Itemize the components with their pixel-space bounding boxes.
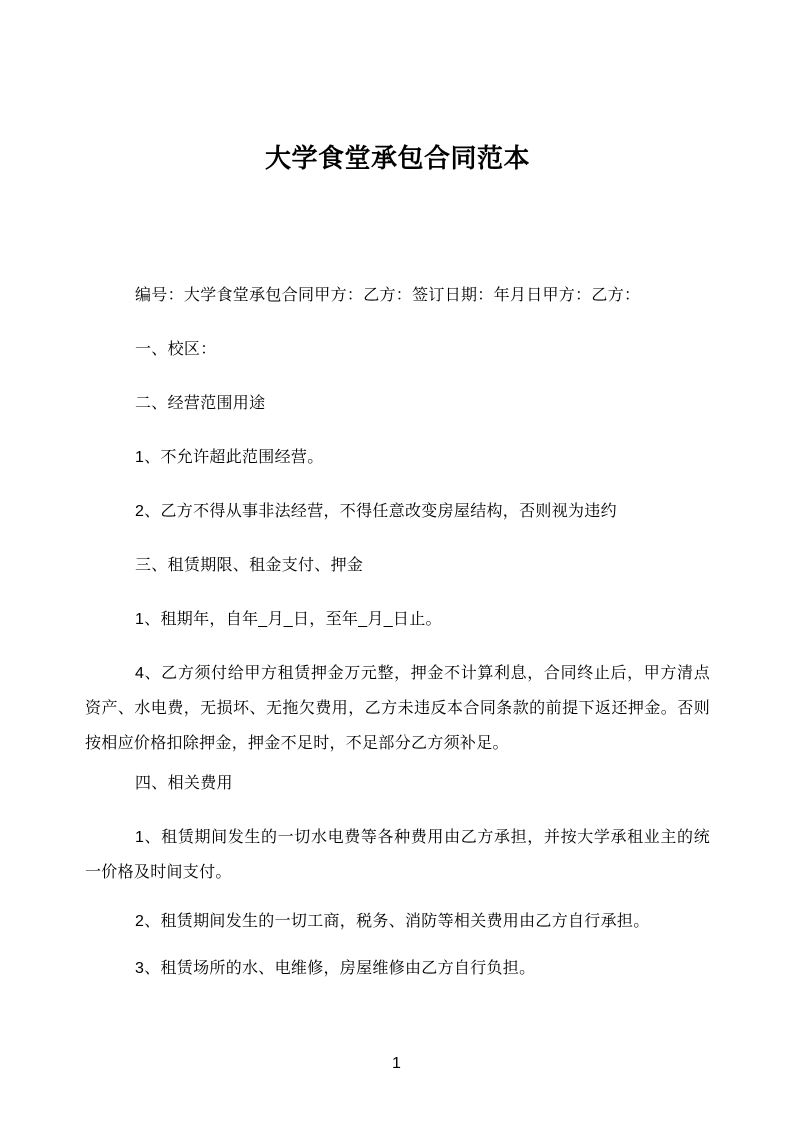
paragraph-header-fields: 编号：大学食堂承包合同甲方：乙方：签订日期：年月日甲方：乙方：: [135, 287, 641, 304]
page-number: 1: [392, 1055, 401, 1072]
paragraph-section-1-campus: 一、校区：: [135, 341, 217, 358]
document-body: [85, 278, 710, 986]
paragraph-section-4-item-3: 3、租赁场所的水、电维修，房屋维修由乙方自行负担。: [135, 960, 536, 977]
paragraph-section-3-item-1: 1、租期年，自年_月_日，至年_月_日止。: [135, 611, 442, 628]
paragraph-section-3-item-4: 4、乙方须付给甲方租赁押金万元整，押金不计算利息，合同终止后，甲方清点资产、水电费，无损坏、无拖欠费用，乙方未违反本合同条款的前提下返还押金。否则按相应价格扣除押金，押金不足时，不足部分乙方须补足。: [85, 665, 710, 752]
paragraph-section-2-heading: 二、经营范围用途: [135, 395, 266, 412]
paragraph-section-4-item-1: 1、租赁期间发生的一切水电费等各种费用由乙方承担，并按大学承租业主的统一价格及时间支付。: [85, 829, 710, 881]
paragraph-section-4-item-2: 2、租赁期间发生的一切工商，税务、消防等相关费用由乙方自行承担。: [135, 913, 650, 930]
paragraph-section-2-item-1: 1、不允许超此范围经营。: [135, 449, 324, 466]
paragraph-section-4-heading: 四、相关费用: [135, 775, 233, 792]
document-title: 大学食堂承包合同范本: [264, 143, 530, 173]
paragraph-section-3-heading: 三、租赁期限、租金支付、押金: [135, 557, 364, 574]
paragraph-section-2-item-2: 2、乙方不得从事非法经营，不得任意改变房屋结构，否则视为违约: [135, 503, 617, 520]
